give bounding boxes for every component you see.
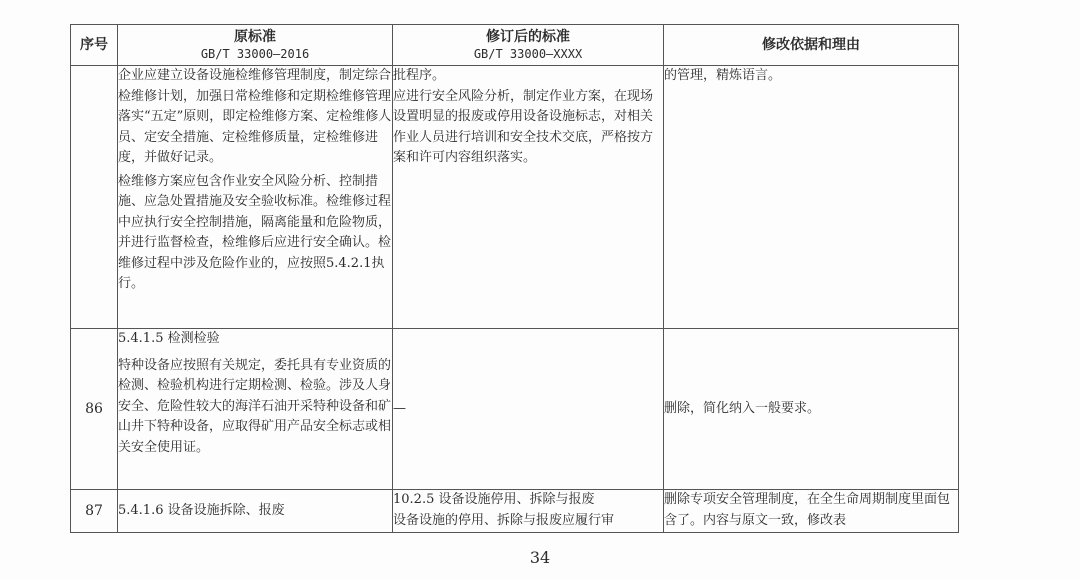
header-revised-title: 修订后的标准 (486, 29, 570, 45)
header-seq (71, 25, 118, 66)
reason-text: 删除，简化纳入一般要求。 (664, 400, 821, 416)
reason-text: 删除专项安全管理制度，在全生命周期制度里面包含了。内容与原文一致，修改表 (664, 492, 951, 528)
clause-heading: 5.4.1.5 检测检验 (118, 331, 220, 346)
revised-paragraph: — (393, 400, 406, 416)
row-seq: 87 (71, 490, 118, 533)
row-revised (393, 329, 664, 490)
row-revised (393, 66, 664, 329)
header-original (118, 25, 393, 66)
header-reason (664, 25, 959, 66)
header-revised-code: GB/T 33000—XXXX (473, 47, 583, 61)
row-reason (664, 329, 959, 490)
revised-paragraph: 10.2.5 设备设施停用、拆除与报废 (393, 492, 595, 507)
clause-heading: 5.4.1.6 设备设施拆除、报废 (118, 502, 285, 518)
row-revised (393, 490, 664, 533)
header-original-title: 原标准 (234, 29, 276, 45)
row-seq: 86 (71, 329, 118, 490)
table-row (71, 490, 959, 533)
revised-paragraph: 设备设施的停用、拆除与报废应履行审 (393, 512, 615, 528)
header-row (71, 25, 959, 66)
original-paragraph: 检维修方案应包含作业安全风险分析、控制措施、应急处置措施及安全验收标准。检维修过程中应执行安全控制措施，隔离能量和危险物质，并进行监督检查，检维修后应进行安全确认。检维修过程中涉及危险作业的，应按照5.4.2.1执行。 (118, 173, 392, 291)
page-number: 34 (529, 548, 551, 567)
header-reason-title: 修改依据和理由 (762, 37, 860, 53)
header-original-code: GB/T 33000—2016 (200, 47, 310, 61)
row-original (118, 66, 393, 329)
revised-paragraph: 应进行安全风险分析，制定作业方案，在现场设置明显的报废或停用设备设施标志，对相关作业人员进行培训和安全技术交底，严格按方案和许可内容组织落实。 (393, 88, 654, 165)
row-reason (664, 490, 959, 533)
reason-text: 的管理，精炼语言。 (664, 68, 782, 83)
row-original (118, 329, 393, 490)
table-row (71, 66, 959, 329)
row-original (118, 490, 393, 533)
revision-table (70, 24, 959, 533)
header-revised (393, 25, 664, 66)
row-reason (664, 66, 959, 329)
original-paragraph: 企业应建立设备设施检维修管理制度，制定综合检维修计划，加强日常检维修和定期检维修管理落实“五定”原则，即定检维修方案、定检维修人员、定安全措施、定检维修质量，定检维修进度，并做好记录。 (118, 68, 392, 165)
table-row (71, 329, 959, 490)
row-seq (71, 66, 118, 329)
header-seq-label: 序号 (80, 37, 108, 53)
revised-paragraph: 批程序。 (393, 68, 446, 83)
original-paragraph: 特种设备应按照有关规定，委托具有专业资质的检测、检验机构进行定期检测、检验。涉及人身安全、危险性较大的海洋石油开采特种设备和矿山井下特种设备，应取得矿用产品安全标志或相关安全使用证。 (118, 357, 392, 455)
